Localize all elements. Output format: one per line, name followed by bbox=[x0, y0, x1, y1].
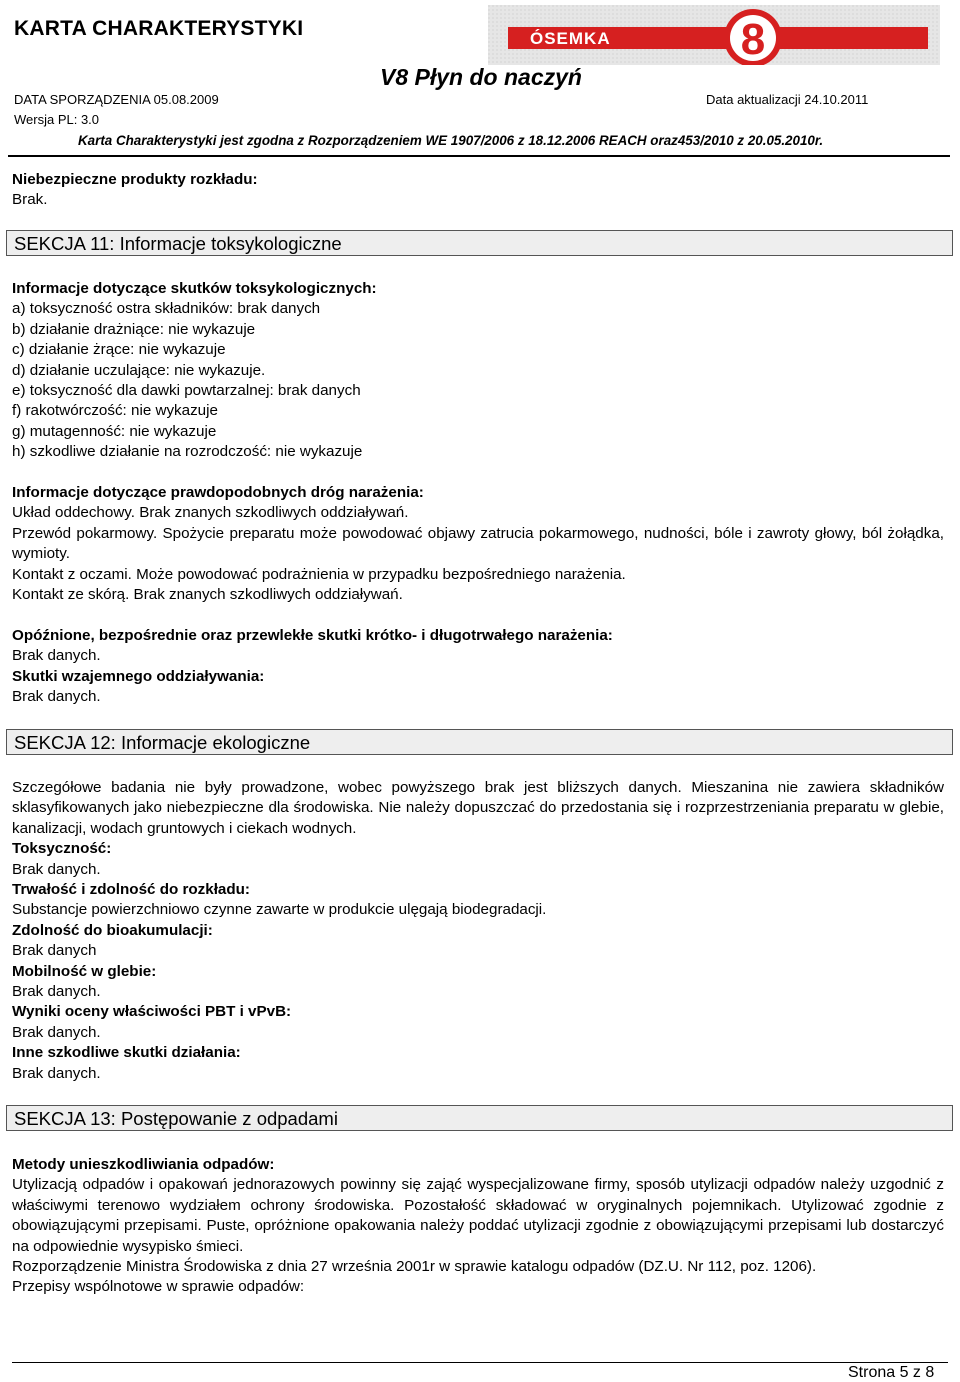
section10-tail bbox=[12, 170, 944, 211]
degradability-heading: Trwałość i zdolność do rozkładu: bbox=[12, 881, 250, 899]
effect-item: e) toksyczność dla dawki powtarzalnej: brak danych bbox=[12, 382, 361, 400]
other-effects-text: Brak danych. bbox=[12, 1064, 101, 1082]
section13-title: SEKCJA 13: Postępowanie z odpadami bbox=[6, 1105, 953, 1131]
effect-item: a) toksyczność ostra składników: brak danych bbox=[12, 300, 321, 318]
route-item: Kontakt z oczami. Może powodować podrażnienia w przypadku bezpośredniego narażenia. bbox=[12, 565, 626, 583]
mobility-heading: Mobilność w glebie: bbox=[12, 962, 157, 980]
route-item: Układ oddechowy. Brak znanych szkodliwych oddziaływań. bbox=[12, 504, 409, 522]
effect-item: f) rakotwórczość: nie wykazuje bbox=[12, 402, 218, 420]
bioaccumulation-heading: Zdolność do bioakumulacji: bbox=[12, 921, 213, 939]
header-divider bbox=[8, 155, 950, 157]
section11-body bbox=[12, 279, 944, 708]
route-item: Kontakt ze skórą. Brak znanych szkodliwych oddziaływań. bbox=[12, 586, 403, 604]
page-number: Strona 5 z 8 bbox=[848, 1364, 935, 1381]
route-item: Przewód pokarmowy. Spożycie preparatu może powodować objawy zatrucia pokarmowego, nudności, bóle i zawroty głowy, ból żołądka, wymioty. bbox=[12, 524, 944, 563]
date-created: DATA SPORZĄDZENIA 05.08.2009 bbox=[14, 92, 219, 107]
toxicity-heading: Toksyczność: bbox=[12, 840, 112, 858]
mobility-text: Brak danych. bbox=[12, 983, 101, 1001]
section11-title: SEKCJA 11: Informacje toksykologiczne bbox=[6, 230, 953, 256]
decomposition-text: Brak. bbox=[12, 191, 48, 209]
bioaccumulation-text: Brak danych bbox=[12, 942, 97, 960]
product-name: V8 Płyn do naczyń bbox=[380, 64, 582, 90]
section13-body bbox=[12, 1155, 944, 1298]
svg-text:ÓSEMKA: ÓSEMKA bbox=[530, 29, 611, 48]
osemka-logo bbox=[488, 5, 940, 65]
version-label: Wersja PL: 3.0 bbox=[14, 112, 100, 127]
effect-item: b) działanie drażniące: nie wykazuje bbox=[12, 320, 256, 338]
interaction-heading: Skutki wzajemnego oddziaływania: bbox=[12, 667, 265, 685]
date-updated: Data aktualizacji 24.10.2011 bbox=[706, 92, 869, 107]
disposal-methods-heading: Metody unieszkodliwiania odpadów: bbox=[12, 1156, 275, 1173]
section12-title: SEKCJA 12: Informacje ekologiczne bbox=[6, 729, 953, 755]
exposure-routes-heading: Informacje dotyczące prawdopodobnych dróg narażenia: bbox=[12, 484, 424, 502]
disposal-methods-text: Utylizacją odpadów i opakowań jednorazowych powinny się zająć wyspecjalizowane firmy, sposób utylizacji odpadów należy uzgodnić z właściwymi terenowo wydziałem ochrony środowiska. Pozostałość składować w oryginalnych pojemnikach. Utylizować zgodnie z obowiązującymi przepisami. Puste, opróżnione opakowania należy poddać utylizacji zgodnie z obowiązującymi przepisami lub dostarczyć na odpowiednie wysypisko śmieci. bbox=[12, 1176, 944, 1255]
effect-item: h) szkodliwe działanie na rozrodczość: nie wykazuje bbox=[12, 443, 363, 461]
pbt-text: Brak danych. bbox=[12, 1023, 101, 1041]
pbt-heading: Wyniki oceny właściwości PBT i vPvB: bbox=[12, 1003, 292, 1021]
toxicity-text: Brak danych. bbox=[12, 860, 101, 878]
delayed-effects-heading: Opóźnione, bezpośrednie oraz przewlekłe skutki krótko- i długotrwałego narażenia: bbox=[12, 626, 613, 644]
effect-item: d) działanie uczulające: nie wykazuje. bbox=[12, 361, 266, 379]
effect-item: c) działanie żrące: nie wykazuje bbox=[12, 341, 226, 359]
waste-regulation-text: Rozporządzenie Ministra Środowiska z dnia 27 września 2001r w sprawie katalogu odpadów (DZ.U. Nr 112, poz. 1206). bbox=[12, 1258, 817, 1276]
toxic-effects-heading: Informacje dotyczące skutków toksykologicznych: bbox=[12, 280, 377, 297]
footer-divider bbox=[12, 1362, 948, 1363]
other-effects-heading: Inne szkodliwe skutki działania: bbox=[12, 1044, 241, 1062]
eco-intro: Szczegółowe badania nie były prowadzone, wobec powyższego brak jest bliższych danych. Mieszanina nie zawiera składników sklasyfikowanych jako niebezpieczne dla środowiska. Nie należy dopuszczać do przedostania się i rozprzestrzeniania preparatu w glebie, kanalizacji, wodach gruntowych i ciekach wodnych. bbox=[12, 779, 944, 837]
document-title: KARTA CHARAKTERYSTYKI bbox=[14, 17, 304, 40]
svg-text:8: 8 bbox=[740, 15, 766, 64]
effect-item: g) mutagenność: nie wykazuje bbox=[12, 422, 217, 440]
community-regulations-heading: Przepisy wspólnotowe w sprawie odpadów: bbox=[12, 1278, 305, 1296]
decomposition-heading: Niebezpieczne produkty rozkładu: bbox=[12, 171, 258, 188]
section12-body bbox=[12, 778, 944, 1084]
degradability-text: Substancje powierzchniowo czynne zawarte w produkcie ulęgają biodegradacji. bbox=[12, 901, 547, 919]
interaction-text: Brak danych. bbox=[12, 688, 101, 706]
regulation-note: Karta Charakterystyki jest zgodna z Rozporządzeniem WE 1907/2006 z 18.12.2006 REACH oraz453/2010 z 20.05.2010r. bbox=[78, 133, 824, 148]
delayed-effects-text: Brak danych. bbox=[12, 647, 101, 665]
